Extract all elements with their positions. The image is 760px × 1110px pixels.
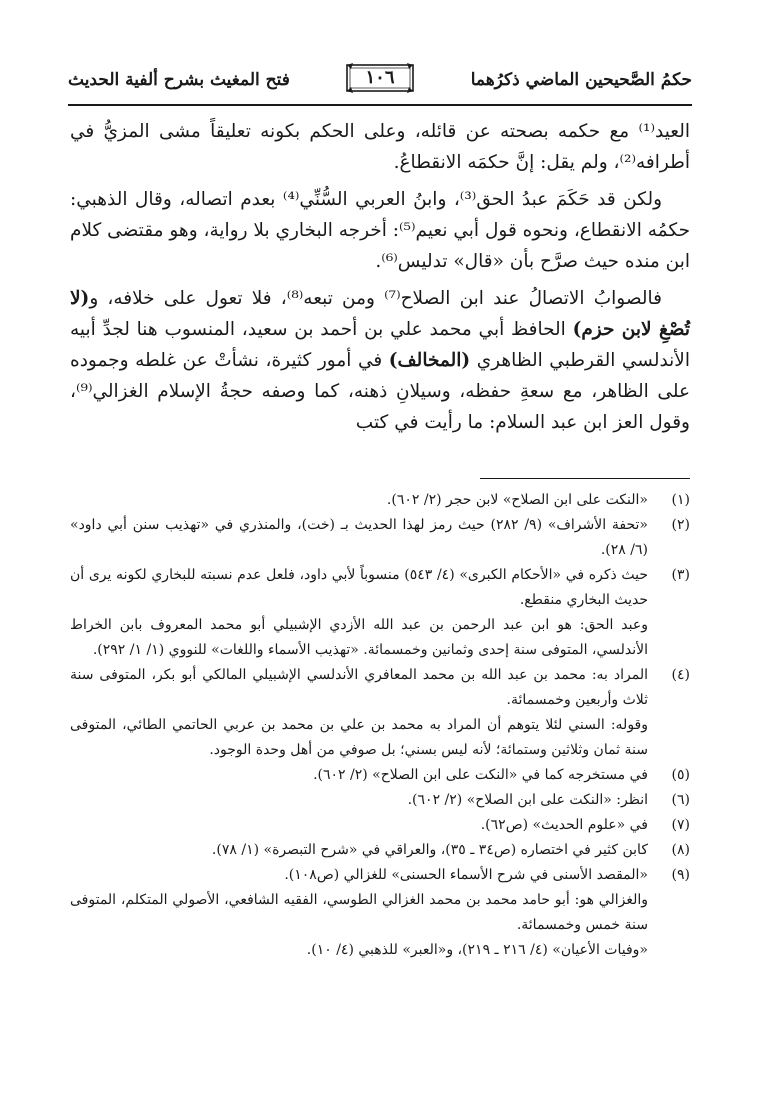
- footnote-number: (٧): [671, 817, 690, 833]
- verse-quote-ibn-hazm: (لا تُصْغِ لابن حزم): [70, 288, 690, 340]
- footnote-text: كابن كثير في اختصاره (ص٣٤ ـ ٣٥)، والعراقي في «شرح التبصرة» (١/ ٧٨).: [211, 842, 648, 858]
- paragraph-3-part-e: في أمور كثيرة، نشأتْ عن غلطه وجموده على الظاهر، مع سعةِ حفظه، وسيلانِ ذهنه، كما وصفه حجةُ الإسلام الغزالي⁽⁹⁾، وقول العز ابن عبد السلام: ما رأيت في كتب: [70, 350, 690, 433]
- paragraph-3-part-c: الحافظ أبي محمد علي بن أحمد بن سعيد، المنسوب هنا لجدِّ أبيه الأندلسي القرطبي الظاهري: [70, 319, 691, 371]
- footnote-number: (٩): [671, 867, 690, 883]
- footnote-text: وعبد الحق: هو ابن عبد الرحمن بن عبد الله الأزدي الإشبيلي أبو محمد المعروف بابن الخراط الأندلسي، المتوفى سنة إحدى وثمانين وخمسمائة. «تهذيب الأسماء واللغات» للنووي (١/ ١/ ٢٩٢).: [70, 617, 648, 658]
- footnote-number: (١): [671, 492, 690, 508]
- footnote-text: المراد به: محمد بن عبد الله بن محمد المعافري الأندلسي الإشبيلي المالكي أبو بكر، المتوفى سنة ثلاث وأربعين وخمسمائة.: [70, 667, 648, 708]
- main-text: [70, 116, 690, 438]
- footnote-text: في «علوم الحديث» (ص٦٢).: [480, 817, 648, 833]
- footnote-text: «تحفة الأشراف» (٩/ ٢٨٢) حيث رمز لهذا الحديث بـ (خت)، والمنذري في «تهذيب سنن أبي داود» (٦/ ٢٨).: [70, 517, 649, 558]
- footnote-text: انظر: «النكت على ابن الصلاح» (٢/ ٦٠٢).: [407, 792, 648, 808]
- footnote-text: وقوله: السني لئلا يتوهم أن المراد به محمد بن علي بن محمد بن عربي الحاتمي الطائي، المتوفى سنة ثمان وثلاثين وستمائة؛ لأنه ليس بسني؛ بل صوفي من أهل وحدة الوجود.: [70, 717, 648, 758]
- footnote-continuation: [70, 713, 690, 763]
- footnote-number: (٤): [671, 667, 690, 683]
- running-header: [68, 62, 692, 102]
- page-number-frame: [344, 62, 416, 94]
- footnote: [70, 813, 690, 838]
- footnote: [70, 488, 690, 513]
- footnote-continuation: [70, 888, 690, 938]
- footnote-number: [648, 713, 690, 763]
- footnote-number: (٨): [671, 842, 690, 858]
- footnote-text: والغزالي هو: أبو حامد محمد بن محمد الغزالي الطوسي، الفقيه الشافعي، الأصولي المتكلم، المتوفى سنة خمس وخمسمائة.: [70, 892, 648, 933]
- footnote-continuation: [70, 613, 690, 663]
- footnote-text: «وفيات الأعيان» (٤/ ٢١٦ ـ ٢١٩)، و«العبر» للذهبي (٤/ ١٠).: [306, 942, 648, 958]
- footnote-separator: [480, 478, 690, 479]
- footnote-text: «المقصد الأسنى في شرح الأسماء الحسنى» للغزالي (ص١٠٨).: [284, 867, 648, 883]
- page-number: ١٠٦: [365, 67, 395, 88]
- footnote-continuation: [70, 938, 690, 963]
- verse-quote-mukhalif: (المخالف): [388, 350, 471, 371]
- footnote-number: (٥): [671, 767, 690, 783]
- footnote-number: [648, 613, 690, 663]
- footnote: [70, 563, 690, 613]
- footnote-text: في مستخرجه كما في «النكت على ابن الصلاح» (٢/ ٦٠٢).: [313, 767, 648, 783]
- footnote-text: حيث ذكره في «الأحكام الكبرى» (٤/ ٥٤٣) منسوباً لأبي داود، فلعل عدم نسبته للبخاري لكونه يرى أن حديث البخاري منقطع.: [70, 567, 649, 608]
- footnote-number: (٢): [671, 517, 690, 533]
- footnote-number: [648, 938, 690, 963]
- footnote: [70, 863, 690, 888]
- footnote: [70, 513, 690, 563]
- footnote-number: (٦): [671, 792, 690, 808]
- paragraph-1: العيد⁽¹⁾ مع حكمه بصحته عن قائله، وعلى الحكم بكونه تعليقاً مشى المزيُّ في أطرافه⁽²⁾، ولم يقل: إنَّ حكمَه الانقطاعُ.: [70, 121, 690, 173]
- header-rule: [68, 104, 692, 106]
- footnote-number: [648, 888, 690, 938]
- footnote: [70, 788, 690, 813]
- header-chapter-title: حكمُ الصَّحيحين الماضي ذكرُهما: [470, 70, 692, 90]
- footnotes: [70, 488, 690, 963]
- footnote: [70, 838, 690, 863]
- footnote: [70, 763, 690, 788]
- footnote-text: «النكت على ابن الصلاح» لابن حجر (٢/ ٦٠٢).: [386, 492, 648, 508]
- footnote-number: (٣): [671, 567, 690, 583]
- footnote: [70, 663, 690, 713]
- paragraph-3: [70, 283, 690, 438]
- header-book-title: فتح المغيث بشرح ألفية الحديث: [68, 70, 290, 90]
- paragraph-3-part-a: فالصوابُ الاتصالُ عند ابن الصلاح⁽⁷⁾ ومن تبعه⁽⁸⁾، فلا تعول على خلافه، و: [89, 288, 662, 309]
- paragraph-2: ولكن قد حَكَمَ عبدُ الحق⁽³⁾، وابنُ العربي السُّنِّي⁽⁴⁾ بعدم اتصاله، وقال الذهبي: حكمُه الانقطاع، ونحوه قول أبي نعيم⁽⁵⁾: أخرجه البخاري بلا رواية، وهو مقتضى كلام ابن منده حيث صرَّح بأن «قال» تدليس⁽⁶⁾.: [70, 189, 691, 272]
